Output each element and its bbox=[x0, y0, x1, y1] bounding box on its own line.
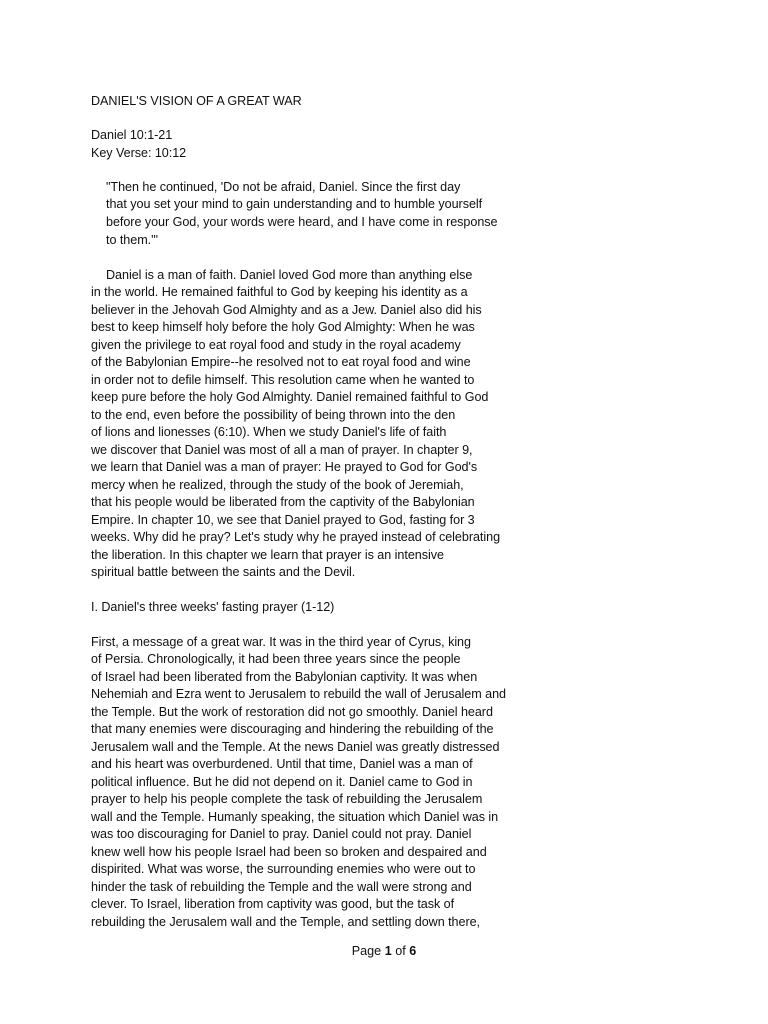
paragraph-line: wall and the Temple. Humanly speaking, the situation which Daniel was in bbox=[91, 810, 499, 824]
paragraph-line: that many enemies were discouraging and hindering the rebuilding of the bbox=[91, 722, 494, 736]
paragraph-line: Empire. In chapter 10, we see that Daniel prayed to God, fasting for 3 bbox=[91, 513, 475, 527]
paragraph-line: the Temple. But the work of restoration did not go smoothly. Daniel heard bbox=[91, 705, 493, 719]
paragraph-line: knew well how his people Israel had been so broken and despaired and bbox=[91, 845, 487, 859]
scripture-reference: Daniel 10:1-21 bbox=[91, 128, 173, 142]
paragraph-line: clever. To Israel, liberation from captivity was good, but the task of bbox=[91, 897, 455, 911]
paragraph-line: in the world. He remained faithful to God by keeping his identity as a bbox=[91, 285, 468, 299]
page-total: 6 bbox=[409, 944, 417, 958]
quote-line: to them.'" bbox=[106, 233, 158, 247]
paragraph-line: weeks. Why did he pray? Let's study why he prayed instead of celebrating bbox=[91, 530, 501, 544]
paragraph-line: Daniel is a man of faith. Daniel loved God more than anything else bbox=[106, 268, 473, 282]
paragraph-line: First, a message of a great war. It was in the third year of Cyrus, king bbox=[91, 635, 471, 649]
paragraph-line: best to keep himself holy before the holy God Almighty: When he was bbox=[91, 320, 475, 334]
paragraph-line: we learn that Daniel was a man of prayer: He prayed to God for God's bbox=[91, 460, 478, 474]
paragraph-line: keep pure before the holy God Almighty. Daniel remained faithful to God bbox=[91, 390, 489, 404]
paragraph-line: given the privilege to eat royal food and study in the royal academy bbox=[91, 338, 461, 352]
document-title: DANIEL'S VISION OF A GREAT WAR bbox=[91, 94, 302, 108]
paragraph-line: political influence. But he did not depend on it. Daniel came to God in bbox=[91, 775, 473, 789]
paragraph-line: that his people would be liberated from the captivity of the Babylonian bbox=[91, 495, 475, 509]
paragraph-line: mercy when he realized, through the study of the book of Jeremiah, bbox=[91, 478, 464, 492]
paragraph-line: rebuilding the Jerusalem wall and the Temple, and settling down there, bbox=[91, 915, 481, 929]
paragraph-line: Nehemiah and Ezra went to Jerusalem to rebuild the wall of Jerusalem and bbox=[91, 687, 507, 701]
paragraph-line: to the end, even before the possibility of being thrown into the den bbox=[91, 408, 456, 422]
section-heading: I. Daniel's three weeks' fasting prayer (1-12) bbox=[91, 600, 335, 614]
paragraph-line: Jerusalem wall and the Temple. At the news Daniel was greatly distressed bbox=[91, 740, 500, 754]
paragraph-line: hinder the task of rebuilding the Temple and the wall were strong and bbox=[91, 880, 472, 894]
paragraph-line: of the Babylonian Empire--he resolved not to eat royal food and wine bbox=[91, 355, 471, 369]
paragraph-line: was too discouraging for Daniel to pray. Daniel could not pray. Daniel bbox=[91, 827, 472, 841]
page-number: 1 bbox=[384, 944, 392, 958]
of-word: of bbox=[395, 944, 406, 958]
paragraph-line: the liberation. In this chapter we learn that prayer is an intensive bbox=[91, 548, 444, 562]
quote-line: that you set your mind to gain understanding and to humble yourself bbox=[106, 197, 483, 211]
paragraph-line: believer in the Jehovah God Almighty and as a Jew. Daniel also did his bbox=[91, 303, 482, 317]
paragraph-line: dispirited. What was worse, the surrounding enemies who were out to bbox=[91, 862, 476, 876]
page-footer bbox=[0, 943, 768, 960]
paragraph-line: of lions and lionesses (6:10). When we study Daniel's life of faith bbox=[91, 425, 447, 439]
paragraph-line: of Persia. Chronologically, it had been three years since the people bbox=[91, 652, 461, 666]
quote-line: "Then he continued, 'Do not be afraid, Daniel. Since the first day bbox=[106, 180, 461, 194]
paragraph-line: and his heart was overburdened. Until that time, Daniel was a man of bbox=[91, 757, 473, 771]
page-word: Page bbox=[351, 944, 382, 958]
paragraph-line: in order not to defile himself. This resolution came when he wanted to bbox=[91, 373, 475, 387]
key-verse: Key Verse: 10:12 bbox=[91, 146, 187, 160]
paragraph-line: prayer to help his people complete the task of rebuilding the Jerusalem bbox=[91, 792, 483, 806]
paragraph-line: of Israel had been liberated from the Babylonian captivity. It was when bbox=[91, 670, 478, 684]
quote-line: before your God, your words were heard, and I have come in response bbox=[106, 215, 498, 229]
paragraph-line: spiritual battle between the saints and the Devil. bbox=[91, 565, 356, 579]
paragraph-line: we discover that Daniel was most of all a man of prayer. In chapter 9, bbox=[91, 443, 473, 457]
